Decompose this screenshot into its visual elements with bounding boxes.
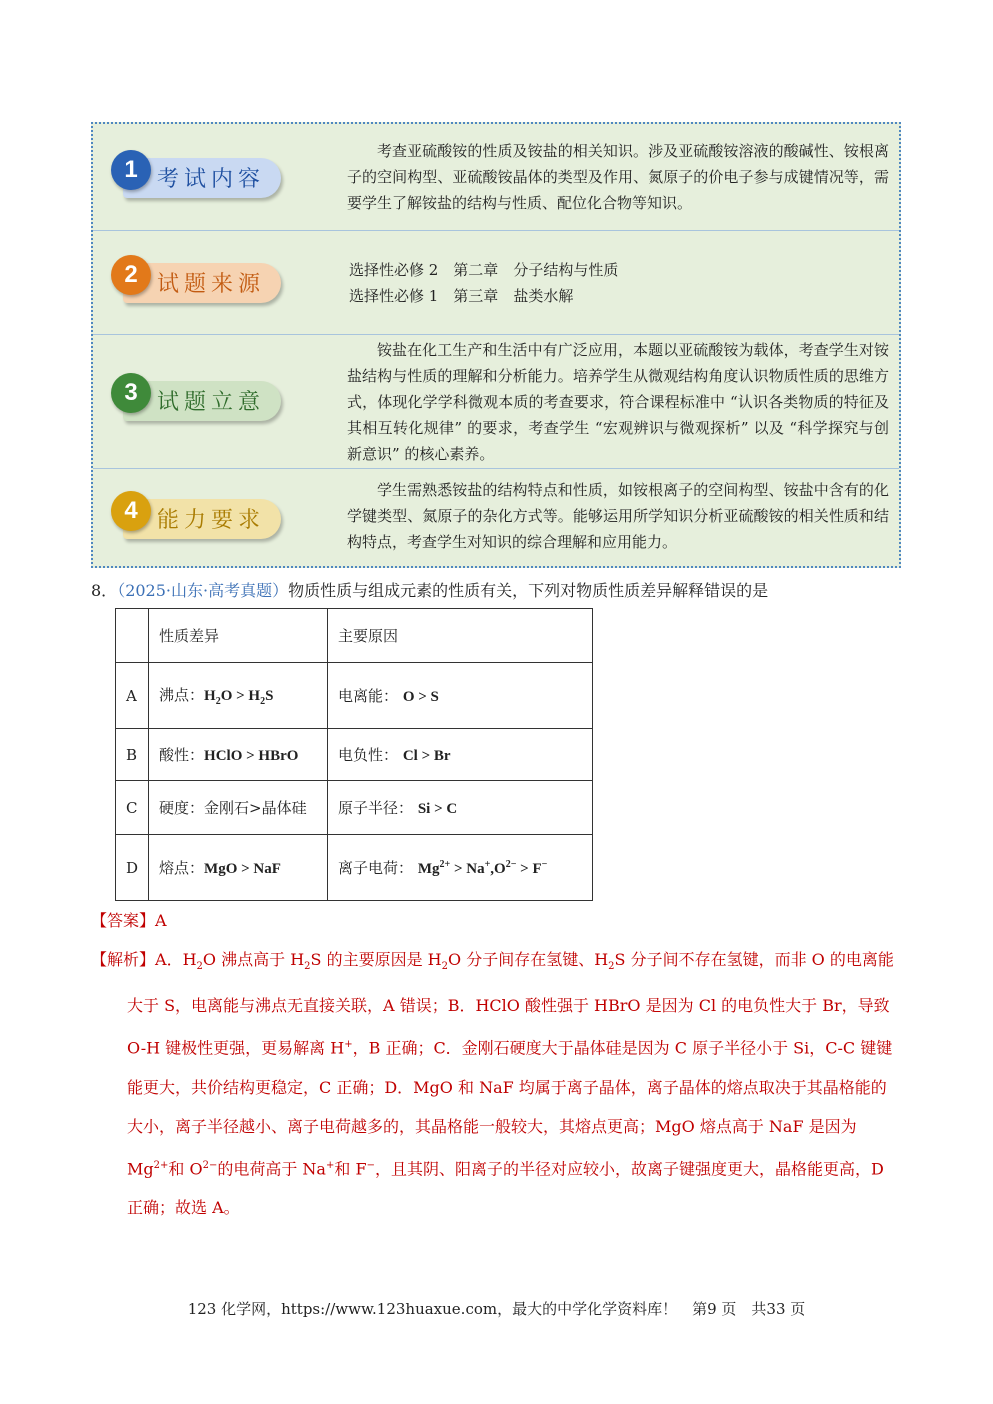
option-letter: D — [116, 835, 149, 901]
analysis-text: 铵盐在化工生产和生活中有广泛应用，本题以亚硫酸铵为载体，考查学生对铵盐结构与性质的理解和分析能力。培养学生从微观结构角度认识物质性质的思维方式，体现化学学科微观本质的考查要求，符合课程标准中 “认识各类物质的特征及其相互转化规律” 的要求，考查学生 “宏观辨识与微观探析” 以及 “科学探究与创新意识” 的核心素养。 — [347, 341, 889, 463]
analysis-row-ability — [93, 468, 899, 566]
cell-label: 熔点： — [159, 859, 205, 877]
comparison-table — [115, 608, 593, 901]
property-difference — [149, 663, 328, 729]
badge-ability — [111, 493, 281, 539]
answer-value: A — [155, 911, 167, 930]
option-letter: B — [116, 729, 149, 781]
cell-label: 沸点： — [159, 686, 205, 704]
table-header-cell: 主要原因 — [328, 609, 593, 663]
table-row — [116, 663, 593, 729]
source-line: 选择性必修 2 第二章 分子结构与性质 — [349, 261, 619, 279]
cell-label: 电离能： — [338, 687, 399, 705]
main-reason — [328, 663, 593, 729]
question-number: 8． — [91, 581, 118, 600]
cell-label: 电负性： — [338, 746, 399, 764]
explanation-paragraph: 【解析】A．$H_2O$ 沸点高于 $H_2S$ 的主要原因是 $H_2O$ 分子间存在氢键、$H_2S$ 分子间不存在氢键，而非 O 的电离能大于 S，电离能与沸点无直接关联，A 错误；B．HClO 酸性强于 HBrO 是因为 Cl 的电负性大于 Br，导致 O-H 键极性更强，更易解离 H+，B 正确；C．金刚石硬度大于晶体硅是因为 C 原子半径小于 Si，C-C 键键能更大，共价结构更稳定，C 正确；D．MgO 和 NaF 均属于离子晶体，离子晶体的熔点取决于其晶格能的大小，离子半径越小、离子电荷越多的，其晶格能一般较大，其熔点更高；MgO 熔点高于 NaF 是因为 $Mg^{2+}$和 $O^{2-}$的电荷高于 Na+和 F−，且其阴、阳离子的半径对应较小，故离子键强度更大，晶格能更高，D 正确；故选 A。 — [91, 950, 894, 1217]
answer-line — [91, 908, 167, 931]
table-row — [116, 781, 593, 835]
analysis-text: 考查亚硫酸铵的性质及铵盐的相关知识。涉及亚硫酸铵溶液的酸碱性、铵根离子的空间构型、亚硫酸铵晶体的类型及作用、氮原子的价电子参与成键情况等，需要学生了解铵盐的结构与性质、配位化合物等知识。 — [347, 142, 889, 212]
chem-formula: Si > C — [417, 801, 458, 817]
badge-number: 3 — [111, 373, 151, 413]
table-header-cell: 性质差异 — [149, 609, 328, 663]
badge-intent — [111, 375, 281, 421]
analysis-text: 学生需熟悉铵盐的结构特点和性质，如铵根离子的空间构型、铵盐中含有的化学键类型、氮原子的杂化方式等。能够运用所学知识分析亚硫酸铵的相关性质和结构特点，考查学生对知识的综合理解和应用能力。 — [347, 481, 889, 551]
badge-number: 1 — [111, 150, 151, 190]
property-difference: 硬度：金刚石>晶体硅 — [149, 781, 328, 835]
question-text: 物质性质与组成元素的性质有关，下列对物质性质差异解释错误的是 — [288, 581, 769, 600]
option-letter: C — [116, 781, 149, 835]
chem-formula: MgO > NaF — [204, 861, 281, 877]
badge-exam-content — [111, 152, 281, 198]
main-reason — [328, 835, 593, 901]
badge-label: 试题立意 — [157, 390, 266, 415]
answer-label: 【答案】 — [91, 911, 156, 930]
source-line: 选择性必修 1 第三章 盐类水解 — [349, 287, 574, 305]
chem-formula: $Mg^{2+} > Na^+,O^{2-} > F^-$ — [417, 859, 548, 877]
badge-label: 试题来源 — [157, 272, 266, 297]
page-footer: 123 化学网，https://www.123huaxue.com，最大的中学化学资料库！ 第9 页 共33 页 — [187, 1300, 806, 1318]
badge-number: 4 — [111, 491, 151, 531]
main-reason — [328, 781, 593, 835]
table-row — [116, 729, 593, 781]
chem-formula: Cl > Br — [402, 748, 451, 764]
table-header-row — [116, 609, 593, 663]
property-difference — [149, 729, 328, 781]
table-row — [116, 835, 593, 901]
badge-number: 2 — [111, 255, 151, 295]
chem-formula: O > S — [402, 689, 439, 705]
chem-formula: HClO > HBrO — [204, 748, 299, 764]
cell-label: 酸性： — [159, 746, 205, 764]
chem-formula: $H_2O > H_2S$ — [204, 688, 274, 707]
cell-label: 原子半径： — [338, 799, 414, 817]
badge-source — [111, 257, 281, 303]
badge-label: 能力要求 — [157, 508, 266, 533]
analysis-row-intent — [93, 334, 899, 468]
analysis-row-source — [93, 230, 899, 334]
explanation-label: 【解析】 — [91, 950, 156, 969]
main-reason — [328, 729, 593, 781]
question-stem — [91, 578, 768, 601]
explanation — [91, 940, 901, 1227]
option-letter: A — [116, 663, 149, 729]
table-header-cell — [116, 609, 149, 663]
analysis-row-exam-content — [93, 124, 899, 230]
question-source: （2025·山东·高考真题） — [117, 581, 289, 600]
source-list — [349, 257, 889, 309]
cell-label: 离子电荷： — [338, 859, 414, 877]
property-difference — [149, 835, 328, 901]
badge-label: 考试内容 — [157, 167, 266, 192]
analysis-panel — [91, 122, 901, 568]
